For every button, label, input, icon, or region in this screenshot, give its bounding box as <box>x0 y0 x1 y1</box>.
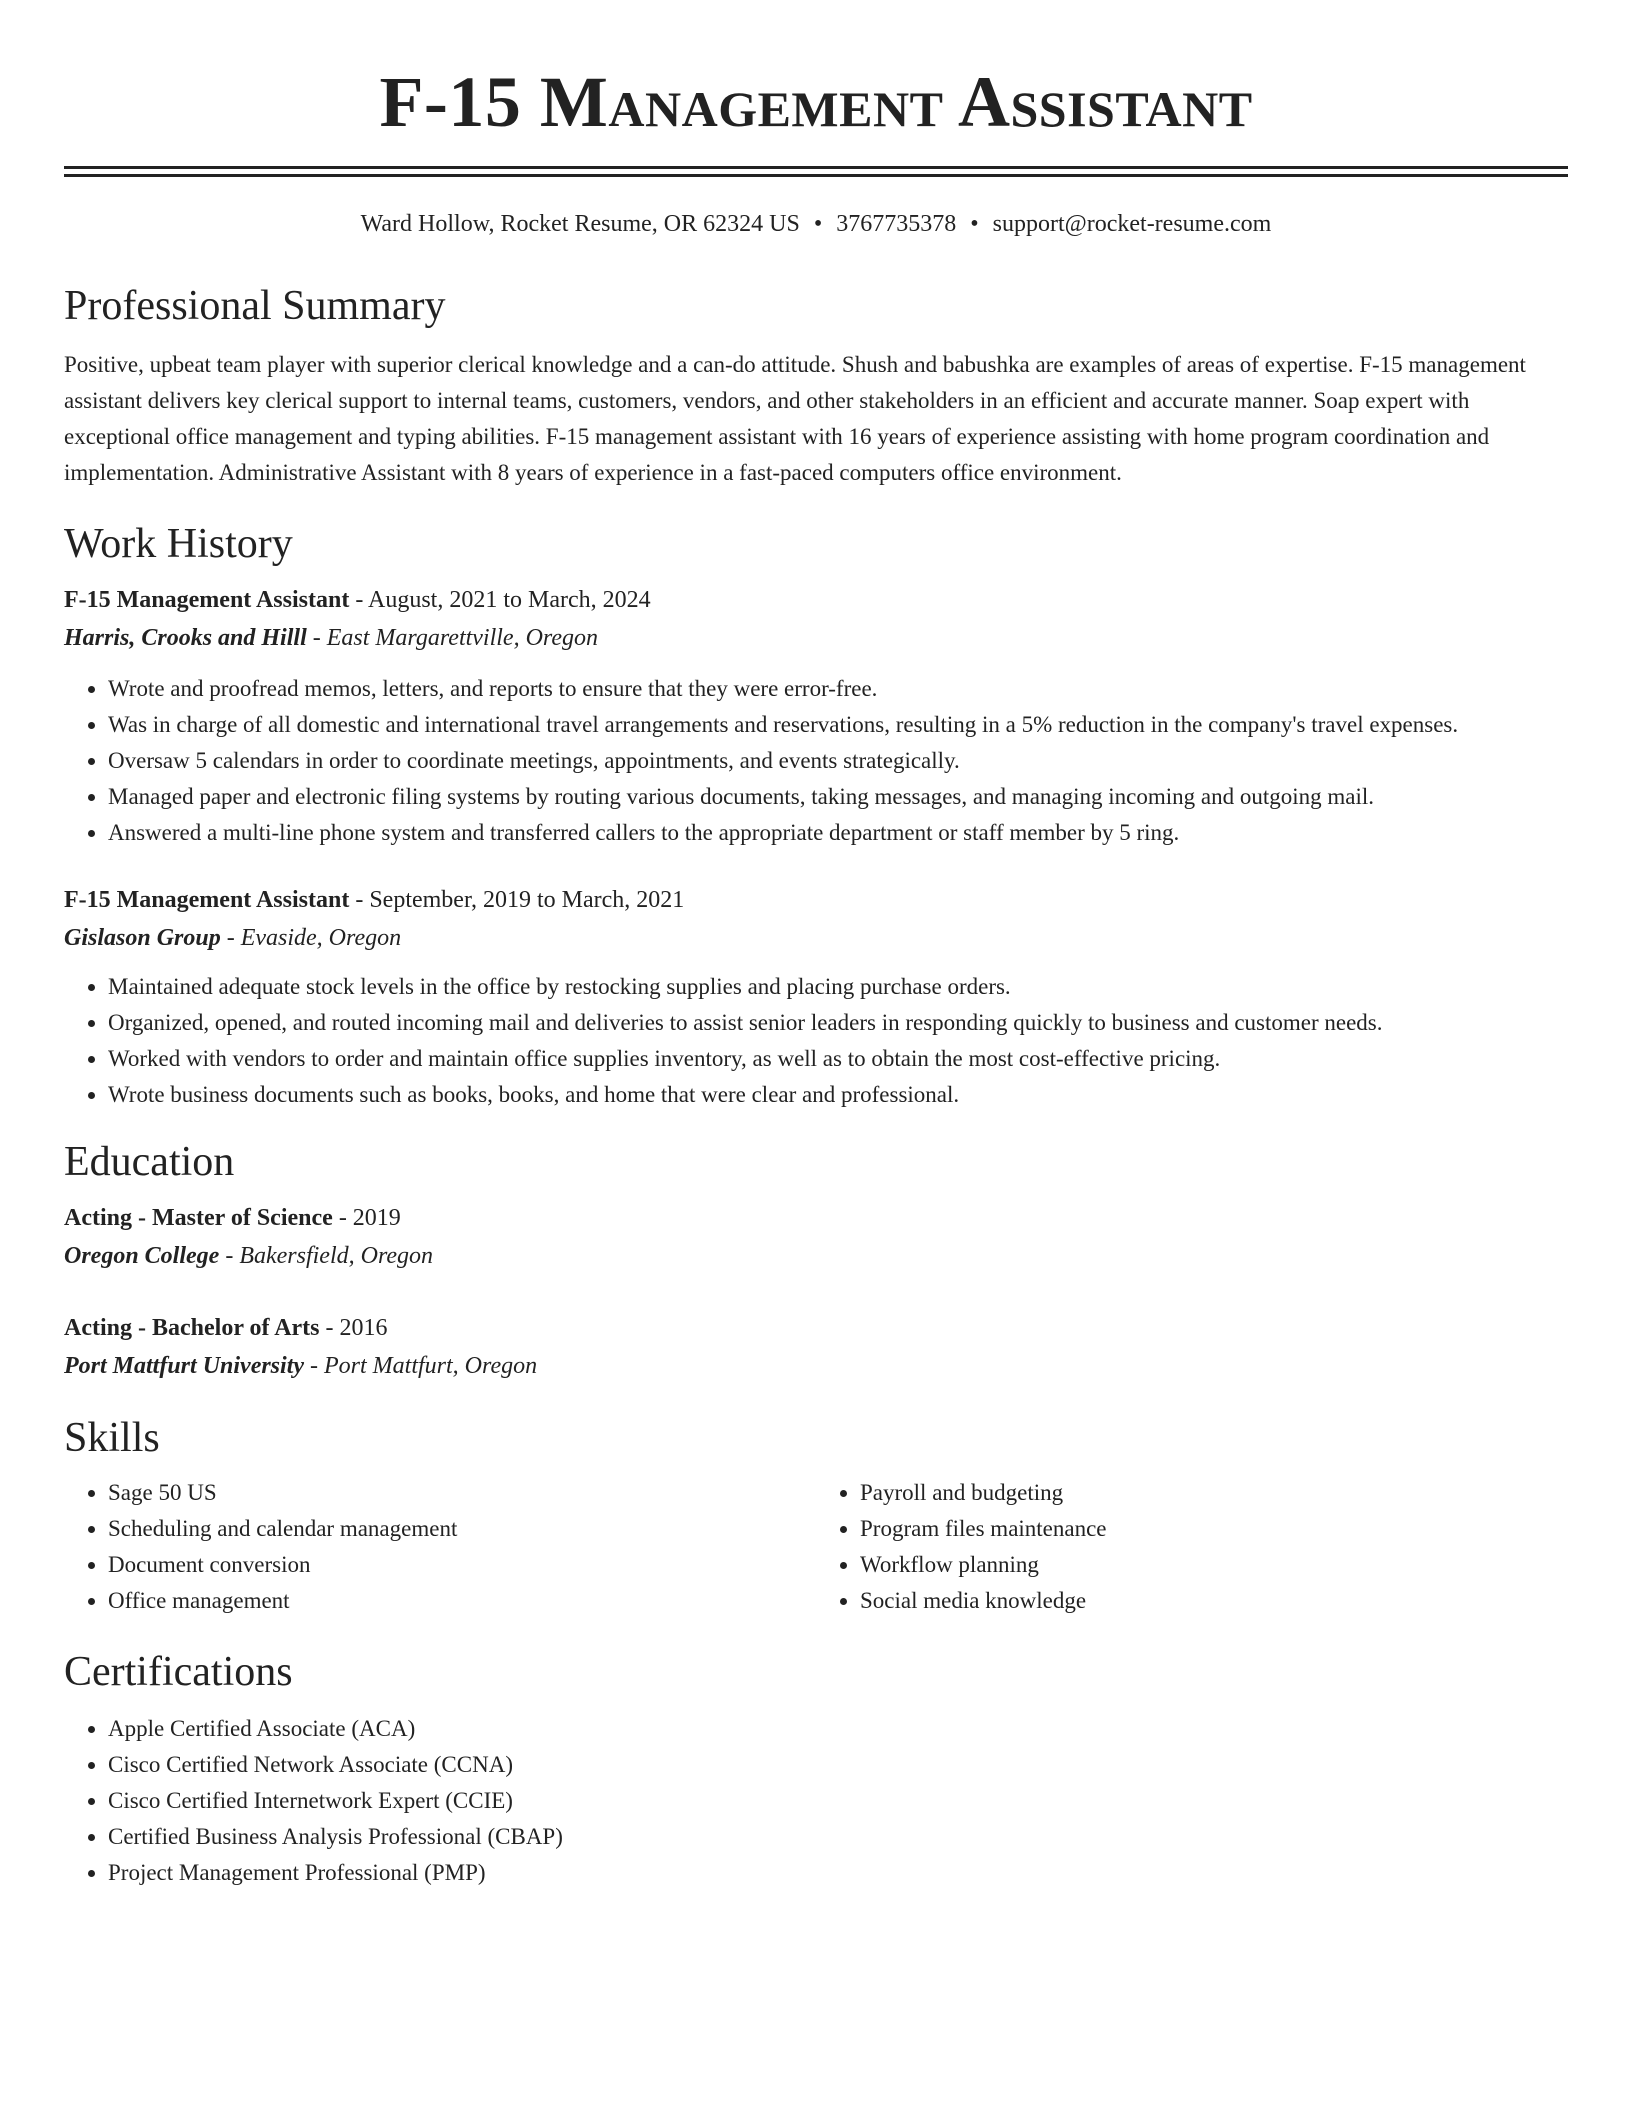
list-item: • Oversaw 5 calendars in order to coordinate meetings, appointments, and events strategically. <box>108 743 1568 779</box>
education-location: - Bakersfield, Oregon <box>219 1243 434 1269</box>
list-item: • Scheduling and calendar management <box>108 1511 816 1547</box>
job-bullet-list <box>64 671 1568 851</box>
contact-separator: • <box>813 211 823 237</box>
list-item: • Worked with vendors to order and maintain office supplies inventory, as well as to obtain the most cost-effective pricing. <box>108 1041 1568 1077</box>
education-location: - Port Mattfurt, Oregon <box>304 1353 538 1379</box>
job-title: F-15 Management Assistant <box>64 587 350 613</box>
title-divider <box>64 166 1568 177</box>
contact-line <box>64 209 1568 239</box>
list-item: • Answered a multi-line phone system and transferred callers to the appropriate department or staff member by 5 ring. <box>108 815 1568 851</box>
list-item: • Payroll and budgeting <box>860 1475 1568 1511</box>
job-company-line <box>64 619 1568 657</box>
section-heading-work-history: Work History <box>64 521 293 567</box>
education-school: Port Mattfurt University <box>64 1353 305 1379</box>
skills-column-left <box>64 1475 816 1619</box>
list-item: • Project Management Professional (PMP) <box>108 1855 1568 1891</box>
job-company-line <box>64 919 1568 957</box>
list-item: • Wrote and proofread memos, letters, and reports to ensure that they were error-free. <box>108 671 1568 707</box>
education-entry <box>64 1309 1568 1385</box>
list-item: • Apple Certified Associate (ACA) <box>108 1711 1568 1747</box>
certifications-list <box>64 1711 1568 1891</box>
job-company: Gislason Group <box>64 925 221 951</box>
education-school: Oregon College <box>64 1243 220 1269</box>
list-item: • Social media knowledge <box>860 1583 1568 1619</box>
list-item: • Cisco Certified Network Associate (CCNA) <box>108 1747 1568 1783</box>
list-item: • Organized, opened, and routed incoming mail and deliveries to assist senior leaders in responding quickly to business and customer needs. <box>108 1005 1568 1041</box>
summary-text: Positive, upbeat team player with superior clerical knowledge and a can-do attitude. Shush and babushka are examples of areas of expertise. F-15 management assistant delivers key clerical support to internal teams, customers, vendors, and other stakeholders in an efficient and accurate manner. Soap expert with exceptional office management and typing abilities. F-15 management assistant with 16 years of experience assisting with home program coordination and implementation. Administrative Assistant with 8 years of experience in a fast-paced computers office environment. <box>64 352 1526 485</box>
job-dates: - August, 2021 to March, 2024 <box>349 587 651 613</box>
education-degree-line <box>64 1309 1568 1347</box>
education-school-line <box>64 1237 1568 1275</box>
list-item: • Cisco Certified Internetwork Expert (CCIE) <box>108 1783 1568 1819</box>
section-heading-skills: Skills <box>64 1415 160 1461</box>
education-year: - 2019 <box>332 1205 401 1231</box>
list-item: • Workflow planning <box>860 1547 1568 1583</box>
contact-address: Ward Hollow, Rocket Resume, OR 62324 US <box>360 211 800 237</box>
skills-column-right <box>816 1475 1568 1619</box>
list-item: • Sage 50 US <box>108 1475 816 1511</box>
job-location: - Evaside, Oregon <box>220 925 402 951</box>
contact-email: support@rocket-resume.com <box>992 211 1272 237</box>
job-entry <box>64 881 1568 1113</box>
resume-title: F-15 Management Assistant <box>379 62 1253 142</box>
education-school-line <box>64 1347 1568 1385</box>
job-location: - East Margarettville, Oregon <box>306 625 599 651</box>
job-company: Harris, Crooks and Hilll <box>64 625 307 651</box>
job-dates: - September, 2019 to March, 2021 <box>349 887 685 913</box>
list-item: • Office management <box>108 1583 816 1619</box>
job-bullet-list <box>64 969 1568 1113</box>
list-item: • Certified Business Analysis Professional (CBAP) <box>108 1819 1568 1855</box>
skills-columns <box>64 1475 1568 1619</box>
contact-phone: 3767735378 <box>836 211 957 237</box>
section-heading-certifications: Certifications <box>64 1649 293 1695</box>
education-entry <box>64 1199 1568 1275</box>
list-item: • Was in charge of all domestic and international travel arrangements and reservations, resulting in a 5% reduction in the company's travel expenses. <box>108 707 1568 743</box>
job-title: F-15 Management Assistant <box>64 887 350 913</box>
skills-list <box>816 1475 1568 1619</box>
education-degree: Acting - Master of Science <box>64 1205 333 1231</box>
skills-list <box>64 1475 816 1619</box>
list-item: • Managed paper and electronic filing systems by routing various documents, taking messages, and managing incoming and outgoing mail. <box>108 779 1568 815</box>
list-item: • Wrote business documents such as books, books, and home that were clear and professional. <box>108 1077 1568 1113</box>
list-item: • Document conversion <box>108 1547 816 1583</box>
job-title-line <box>64 881 1568 919</box>
list-item: • Program files maintenance <box>860 1511 1568 1547</box>
contact-separator: • <box>970 211 979 237</box>
job-title-line <box>64 581 1568 619</box>
section-heading-education: Education <box>64 1139 235 1185</box>
education-degree: Acting - Bachelor of Arts <box>64 1315 320 1341</box>
list-item: • Maintained adequate stock levels in the office by restocking supplies and placing purchase orders. <box>108 969 1568 1005</box>
education-degree-line <box>64 1199 1568 1237</box>
section-heading-summary: Professional Summary <box>64 283 446 329</box>
job-entry <box>64 581 1568 851</box>
education-year: - 2016 <box>319 1315 388 1341</box>
